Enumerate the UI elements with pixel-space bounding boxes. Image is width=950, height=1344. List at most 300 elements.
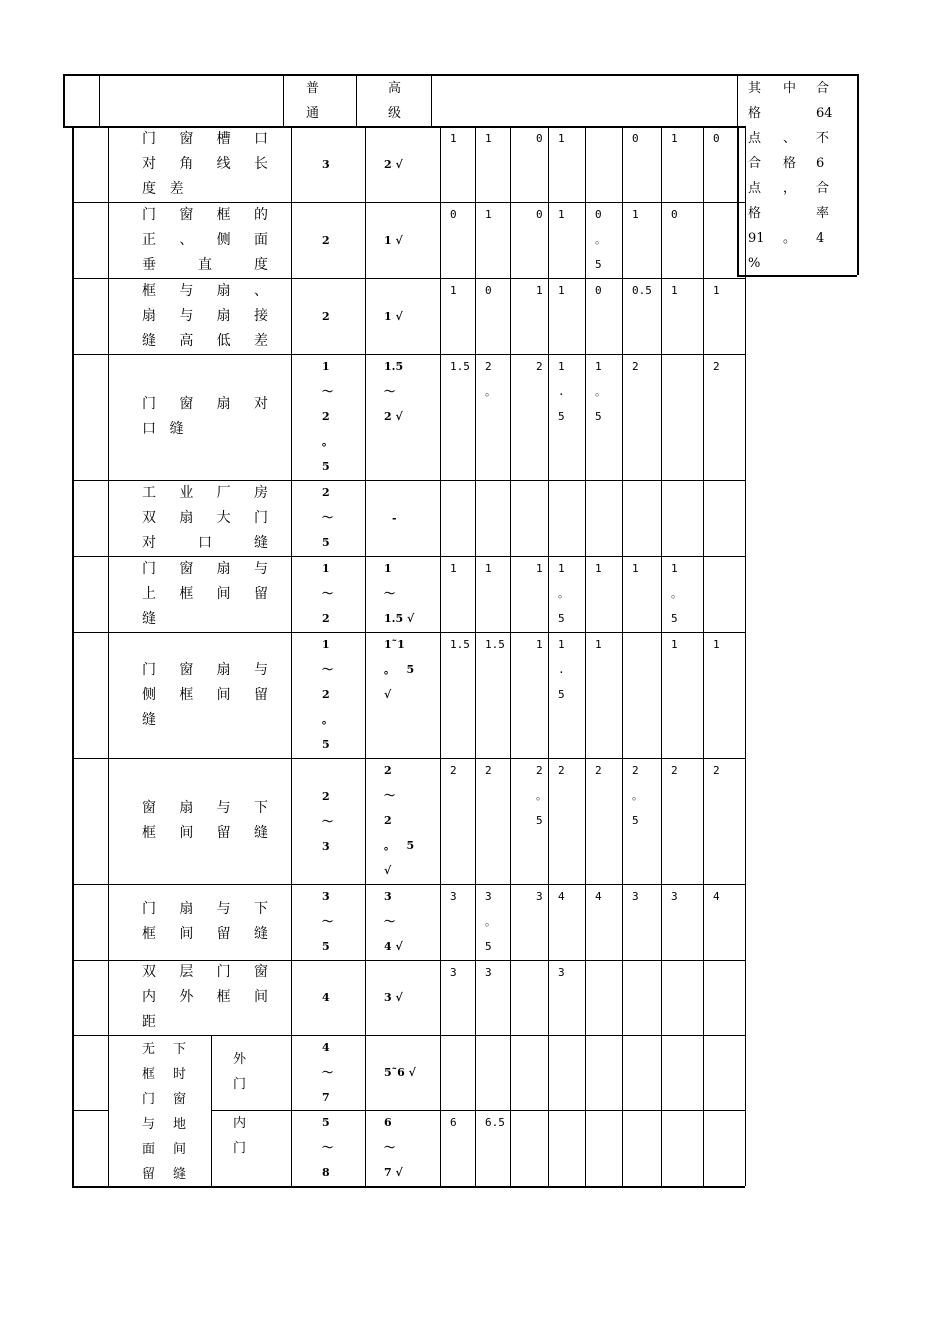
- item-char: 时: [173, 1067, 187, 1082]
- tolerance-normal: 2: [322, 486, 330, 499]
- item-char: 下: [253, 800, 268, 816]
- row-border: [72, 354, 745, 355]
- tolerance-normal: ～: [322, 1066, 333, 1079]
- tolerance-high: 1: [384, 562, 392, 575]
- measured-value: 5: [558, 688, 565, 701]
- item-char: 窗: [179, 396, 194, 412]
- note-text: 91: [748, 231, 765, 246]
- tolerance-high: 3 √: [384, 991, 403, 1004]
- measured-value: 1: [558, 360, 565, 373]
- item-char: 地: [173, 1117, 187, 1132]
- item-char: 角: [179, 156, 194, 172]
- measured-value: 5: [595, 410, 602, 423]
- item-char: 窗: [173, 1092, 187, 1107]
- measured-value: 1: [595, 360, 602, 373]
- tolerance-high: √: [384, 688, 392, 701]
- item-char: 接: [253, 308, 268, 324]
- item-char: 厂: [216, 485, 231, 501]
- note-text: 。: [783, 231, 797, 246]
- item-char: 留: [253, 586, 268, 602]
- measured-value: 。: [595, 233, 606, 246]
- item-char: 口: [253, 131, 268, 147]
- measured-value: 1: [671, 132, 678, 145]
- measured-value: 1: [632, 208, 639, 221]
- measured-value: 0: [536, 132, 543, 145]
- item-char: 门: [216, 964, 231, 980]
- note-text: 4: [816, 231, 825, 246]
- item-char: 业: [179, 485, 194, 501]
- column-border: [585, 126, 586, 1186]
- item-char: 门: [142, 662, 156, 678]
- measured-value: .: [558, 385, 565, 398]
- measured-value: 3: [632, 890, 639, 903]
- item-text-line: [142, 304, 268, 329]
- measured-value: 0: [595, 208, 602, 221]
- note-text: 点: [748, 131, 762, 146]
- tolerance-high: 6: [384, 1116, 392, 1129]
- item-char: 与: [216, 901, 231, 917]
- tolerance-high: 3: [384, 890, 392, 903]
- item-char: 门: [142, 561, 156, 577]
- tolerance-normal: 1: [322, 562, 330, 575]
- measured-value: 5: [558, 612, 565, 625]
- header-divider: [356, 74, 357, 126]
- item-char: 内: [142, 989, 156, 1005]
- item-char: 口: [142, 421, 156, 437]
- item-text-line: [142, 796, 268, 821]
- header-divider: [283, 74, 284, 126]
- measured-value: 1: [536, 638, 543, 651]
- measured-value: 。: [485, 385, 496, 398]
- measured-value: 1.5: [450, 360, 470, 373]
- tolerance-normal: 4: [322, 1041, 330, 1054]
- item-char: 与: [216, 800, 231, 816]
- item-char: 与: [179, 283, 194, 299]
- measured-value: 4: [713, 890, 720, 903]
- item-char: 双: [142, 510, 156, 526]
- item-char: 扇: [216, 396, 231, 412]
- note-text: 合: [816, 81, 830, 96]
- item-char: 侧: [216, 232, 231, 248]
- measured-value: 4: [595, 890, 602, 903]
- item-char: 对: [142, 535, 156, 551]
- measured-value: 2: [536, 360, 543, 373]
- tolerance-normal: ～: [322, 1141, 333, 1154]
- measured-value: 2: [485, 764, 492, 777]
- item-text-line: [142, 557, 268, 582]
- column-border: [365, 126, 366, 1186]
- measured-value: 3: [450, 890, 457, 903]
- tolerance-high: 1.5: [384, 360, 404, 373]
- item-char: 扇: [216, 662, 231, 678]
- note-text: 点: [748, 181, 762, 196]
- tolerance-high: 。 5: [384, 663, 415, 676]
- tolerance-normal: 。: [322, 713, 333, 726]
- tolerance-normal: 7: [322, 1091, 330, 1104]
- item-text-line: [142, 127, 268, 152]
- tolerance-high: 1 √: [384, 234, 403, 247]
- item-text-line: [142, 228, 268, 253]
- item-char: 正: [142, 232, 156, 248]
- measured-value: 1: [671, 638, 678, 651]
- measured-value: 1: [450, 562, 457, 575]
- row-border: [72, 758, 745, 759]
- item-char: 扇: [216, 308, 231, 324]
- measured-value: 1: [632, 562, 639, 575]
- tolerance-high: 5˜6 √: [384, 1066, 416, 1079]
- item-char: 与: [142, 1117, 156, 1132]
- note-text: 格: [748, 206, 762, 221]
- header-high-label: 高: [388, 81, 402, 96]
- item-char: 缝: [254, 535, 268, 551]
- item-text-line: [142, 960, 268, 985]
- item-char: 留: [142, 1167, 156, 1182]
- tolerance-high: 4 √: [384, 940, 403, 953]
- item-char: 对: [142, 156, 156, 172]
- header-normal-label: 普: [306, 81, 320, 96]
- column-border: [108, 126, 109, 1186]
- row-border: [72, 632, 745, 633]
- measured-value: 2: [671, 764, 678, 777]
- tolerance-normal: 4: [322, 991, 330, 1004]
- item-text-line: [142, 821, 268, 846]
- tolerance-normal: 2: [322, 310, 330, 323]
- item-char: 与: [179, 308, 194, 324]
- item-text-line: [142, 279, 268, 304]
- item-text-line: [142, 203, 268, 228]
- column-border: [622, 126, 623, 1186]
- sub-item-label: 内: [233, 1116, 247, 1131]
- item-char: 缝: [169, 421, 184, 437]
- tolerance-high: 1 √: [384, 310, 403, 323]
- measured-value: 0: [485, 284, 492, 297]
- measured-value: 5: [595, 258, 602, 271]
- header-normal-label: 通: [306, 106, 320, 121]
- item-char: 层: [179, 964, 194, 980]
- measured-value: 0: [450, 208, 457, 221]
- item-char: 留: [216, 825, 231, 841]
- tolerance-normal: 5: [322, 536, 330, 549]
- measured-value: 5: [485, 940, 492, 953]
- tolerance-normal: 5: [322, 460, 330, 473]
- item-char: 度: [254, 257, 268, 273]
- header-divider: [857, 74, 859, 126]
- item-char: 上: [142, 586, 156, 602]
- item-text-line: [142, 253, 268, 278]
- measured-value: 2: [632, 360, 639, 373]
- header-divider: [99, 74, 100, 126]
- item-char: 框: [179, 687, 194, 703]
- item-text-line: [142, 985, 268, 1010]
- note-text: 合: [748, 156, 762, 171]
- measured-value: 2: [713, 360, 720, 373]
- measured-value: 0: [632, 132, 639, 145]
- item-text-line: [142, 1010, 268, 1035]
- item-char: 门: [142, 131, 156, 147]
- item-char: 门: [142, 901, 156, 917]
- header-high-label: 级: [388, 106, 402, 121]
- sub-item-label: 门: [233, 1141, 247, 1156]
- item-char: 扇: [216, 283, 231, 299]
- measured-value: 2: [558, 764, 565, 777]
- item-char: 面: [142, 1142, 156, 1157]
- measured-value: 2: [632, 764, 639, 777]
- item-char: 与: [253, 561, 268, 577]
- item-char: 留: [216, 926, 231, 942]
- column-border: [72, 126, 74, 1186]
- tolerance-high: 1˜1: [384, 638, 405, 651]
- note-text: 格: [748, 106, 762, 121]
- measured-value: 。: [536, 789, 547, 802]
- item-text-line: [142, 708, 268, 733]
- measured-value: 1: [671, 284, 678, 297]
- measured-value: 3: [671, 890, 678, 903]
- sub-item-border: [211, 1035, 212, 1186]
- item-char: 的: [253, 207, 268, 223]
- item-char: 缝: [253, 926, 268, 942]
- item-char: 缝: [142, 712, 156, 728]
- tolerance-normal: 3: [322, 158, 330, 171]
- measured-value: 1: [450, 284, 457, 297]
- measured-value: 1: [558, 132, 565, 145]
- item-char: 大: [216, 510, 231, 526]
- item-char: 窗: [179, 207, 194, 223]
- item-char: 差: [253, 333, 268, 349]
- measured-value: 。: [632, 789, 643, 802]
- column-border: [745, 126, 746, 1186]
- item-text-line: [142, 392, 268, 417]
- item-text-line: [142, 582, 268, 607]
- column-border: [440, 126, 441, 1186]
- measured-value: 。: [558, 587, 569, 600]
- measured-value: 5: [558, 410, 565, 423]
- tolerance-normal: 3: [322, 890, 330, 903]
- item-char: 缝: [142, 611, 156, 627]
- tolerance-normal: ～: [322, 815, 333, 828]
- measured-value: 1: [595, 638, 602, 651]
- tolerance-high: ～: [384, 385, 395, 398]
- item-char: 窗: [142, 800, 156, 816]
- measured-value: 6: [450, 1116, 457, 1129]
- item-char: 窗: [179, 131, 194, 147]
- item-char: 面: [253, 232, 268, 248]
- column-border: [510, 126, 511, 1186]
- item-text-line: [142, 922, 268, 947]
- tolerance-normal: 5: [322, 940, 330, 953]
- measured-value: 2: [595, 764, 602, 777]
- measured-value: 1: [558, 562, 565, 575]
- measured-value: 3: [558, 966, 565, 979]
- tolerance-normal: 5: [322, 1116, 330, 1129]
- item-char: 框: [179, 586, 194, 602]
- item-char: 扇: [179, 800, 194, 816]
- item-text-line: [142, 329, 268, 354]
- item-char: 框: [142, 825, 156, 841]
- item-char: 双: [142, 964, 156, 980]
- item-char: 垂: [142, 257, 156, 273]
- item-char: 度: [142, 181, 156, 197]
- item-char: 工: [142, 485, 156, 501]
- measured-value: .: [558, 663, 565, 676]
- item-char: 外: [179, 989, 194, 1005]
- measured-value: 0.5: [632, 284, 652, 297]
- item-char: 门: [142, 207, 156, 223]
- tolerance-normal: 1: [322, 360, 330, 373]
- note-text: 其: [748, 81, 762, 96]
- tolerance-high: -: [392, 512, 397, 525]
- tolerance-high: 1.5 √: [384, 612, 415, 625]
- sub-item-label: 外: [233, 1052, 247, 1067]
- item-char: 、: [253, 283, 268, 299]
- measured-value: 5: [536, 814, 543, 827]
- item-char: 线: [216, 156, 231, 172]
- measured-value: 1: [536, 562, 543, 575]
- item-char: 下: [173, 1042, 187, 1057]
- measured-value: 1: [671, 562, 678, 575]
- measured-value: 1: [713, 638, 720, 651]
- item-char: 缝: [142, 333, 156, 349]
- sub-item-label: 门: [233, 1077, 247, 1092]
- item-char: 长: [253, 156, 268, 172]
- measured-value: 5: [632, 814, 639, 827]
- item-text-line: [142, 152, 268, 177]
- item-char: 缝: [253, 825, 268, 841]
- item-text-line: [142, 481, 268, 506]
- tolerance-high: 7 √: [384, 1166, 403, 1179]
- item-text-line: [142, 607, 268, 632]
- item-text-line: [142, 417, 184, 442]
- item-char: 间: [216, 687, 231, 703]
- item-char: 窗: [179, 561, 194, 577]
- note-left-border: [737, 126, 739, 275]
- item-char: 留: [253, 687, 268, 703]
- tolerance-normal: 2: [322, 688, 330, 701]
- measured-value: 3: [450, 966, 457, 979]
- column-border: [703, 126, 704, 1186]
- item-char: 高: [179, 333, 194, 349]
- measured-value: 2: [450, 764, 457, 777]
- note-text: 6: [816, 156, 825, 171]
- item-char: 窗: [179, 662, 194, 678]
- row-border: [72, 1035, 745, 1036]
- measured-value: 1: [485, 208, 492, 221]
- note-text: ，: [783, 181, 797, 196]
- tolerance-normal: 1: [322, 638, 330, 651]
- measured-value: 6.5: [485, 1116, 505, 1129]
- note-text: 格: [783, 156, 797, 171]
- item-char: 与: [253, 662, 268, 678]
- tolerance-normal: ～: [322, 511, 333, 524]
- tolerance-normal: 2: [322, 234, 330, 247]
- measured-value: 1: [558, 208, 565, 221]
- item-text-line: [142, 506, 268, 531]
- item-char: 扇: [179, 510, 194, 526]
- note-text: 率: [816, 206, 830, 221]
- item-text-line: [142, 177, 184, 202]
- item-char: 下: [253, 901, 268, 917]
- tolerance-normal: 2: [322, 410, 330, 423]
- measured-value: 。: [485, 915, 496, 928]
- item-char: 框: [142, 1067, 156, 1082]
- tolerance-high: 2: [384, 764, 392, 777]
- measured-value: 0: [713, 132, 720, 145]
- measured-value: 1.5: [450, 638, 470, 651]
- measured-value: 1: [536, 284, 543, 297]
- item-char: 对: [253, 396, 268, 412]
- tolerance-high: √: [384, 864, 392, 877]
- item-char: 间: [216, 586, 231, 602]
- column-border: [475, 126, 476, 1186]
- measured-value: 2: [536, 764, 543, 777]
- item-char: 框: [142, 926, 156, 942]
- item-char: 门: [142, 1092, 156, 1107]
- tolerance-normal: 2: [322, 612, 330, 625]
- tolerance-high: 。 5: [384, 839, 415, 852]
- measured-value: 3: [536, 890, 543, 903]
- note-text: 64: [816, 106, 833, 121]
- tolerance-high: 2 √: [384, 410, 403, 423]
- measured-value: 。: [671, 587, 682, 600]
- header-divider: [63, 74, 65, 126]
- note-text: %: [748, 256, 761, 271]
- measured-value: 0: [671, 208, 678, 221]
- tolerance-high: ～: [384, 1141, 395, 1154]
- item-char: 直: [198, 257, 212, 273]
- header-divider: [431, 74, 432, 126]
- tolerance-normal: ～: [322, 385, 333, 398]
- item-char: 间: [179, 825, 194, 841]
- column-border: [291, 126, 292, 1186]
- item-char: 间: [179, 926, 194, 942]
- column-border: [661, 126, 662, 1186]
- item-char: 框: [142, 283, 156, 299]
- tolerance-high: ～: [384, 789, 395, 802]
- item-char: 缝: [173, 1167, 187, 1182]
- item-char: 窗: [253, 964, 268, 980]
- item-char: 房: [253, 485, 268, 501]
- tolerance-high: 2 √: [384, 158, 403, 171]
- note-text: 不: [816, 131, 830, 146]
- measured-value: 3: [485, 966, 492, 979]
- item-char: 低: [216, 333, 231, 349]
- measured-value: 2: [485, 360, 492, 373]
- measured-value: 5: [671, 612, 678, 625]
- item-text-line: [142, 531, 268, 556]
- measured-value: 1: [485, 132, 492, 145]
- item-char: 口: [198, 535, 212, 551]
- header-divider: [737, 74, 738, 126]
- measured-value: 1.5: [485, 638, 505, 651]
- item-text-line: [142, 683, 268, 708]
- tolerance-high: ～: [384, 915, 395, 928]
- item-char: 框: [216, 989, 231, 1005]
- item-char: 间: [253, 989, 268, 1005]
- measured-value: 0: [536, 208, 543, 221]
- measured-value: 0: [595, 284, 602, 297]
- measured-value: 。: [595, 385, 606, 398]
- item-char: 距: [142, 1014, 156, 1030]
- item-text-line: [142, 658, 268, 683]
- item-char: 无: [142, 1042, 156, 1057]
- note-text: 合: [816, 181, 830, 196]
- tolerance-high: ～: [384, 587, 395, 600]
- item-char: 门: [142, 396, 156, 412]
- note-text: 、: [783, 131, 797, 146]
- tolerance-high: 2: [384, 814, 392, 827]
- tolerance-normal: ～: [322, 663, 333, 676]
- item-char: 扇: [179, 901, 194, 917]
- item-char: 扇: [216, 561, 231, 577]
